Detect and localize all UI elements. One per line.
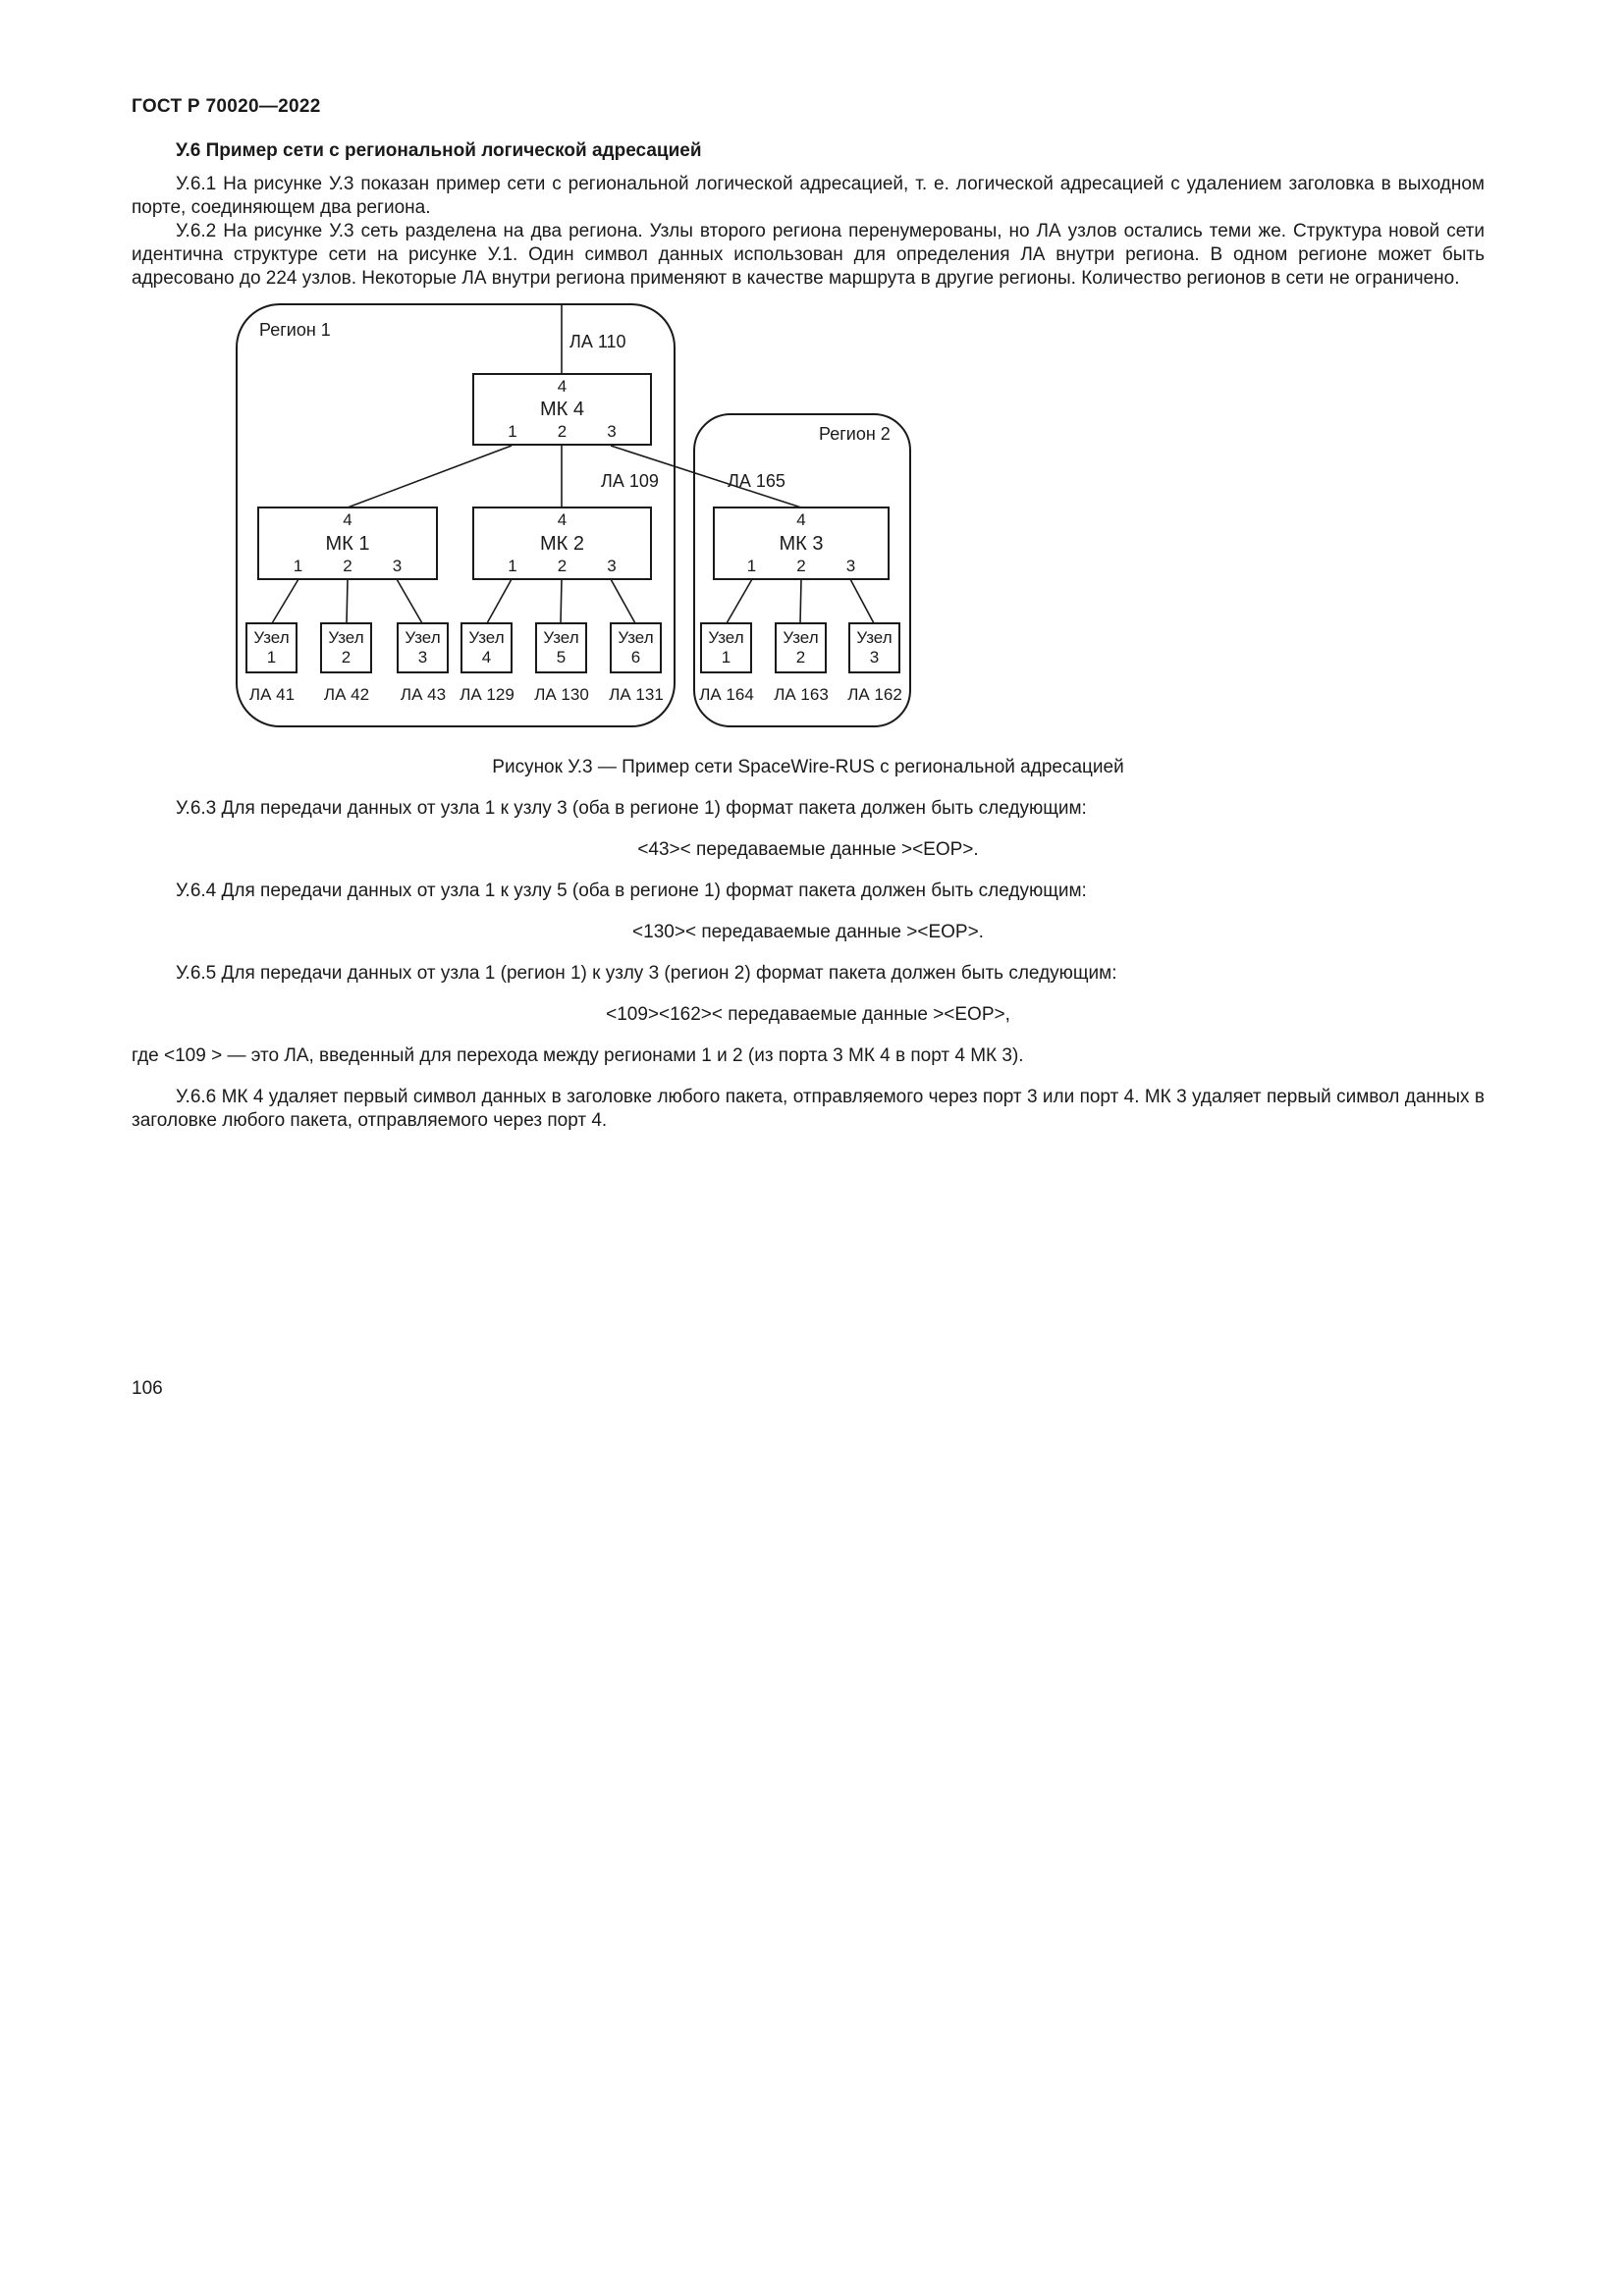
port-label: 2	[557, 422, 568, 441]
node-box-r2-2	[775, 622, 827, 673]
switch-mk2-top-port: 4	[557, 510, 568, 529]
node-number: 1	[266, 648, 277, 667]
node-box-r2-1	[700, 622, 752, 673]
paragraph-u65-note: где <109 > — это ЛА, введенный для перехода между регионами 1 и 2 (из порта 3 МК 4 в порт 4 МК 3).	[132, 1045, 1024, 1066]
switch-mk1-top-port: 4	[343, 510, 352, 529]
switch-mk1-ports	[259, 558, 436, 575]
figure-caption: Рисунок У.3 — Пример сети SpaceWire-RUS с региональной адресацией	[492, 757, 1124, 777]
port-label: 3	[845, 557, 856, 575]
port-label: 1	[508, 422, 517, 441]
node-box-r2-3	[848, 622, 900, 673]
port-label: 3	[607, 557, 617, 575]
node-number: 3	[417, 648, 428, 667]
port-label: 1	[746, 557, 757, 575]
node-number: 2	[795, 648, 806, 667]
switch-mk1	[257, 507, 438, 580]
switch-mk1-name: МК 1	[325, 532, 370, 555]
node-la-label: ЛА 42	[323, 685, 370, 704]
switch-mk3	[713, 507, 890, 580]
paragraph-u65: У.6.5 Для передачи данных от узла 1 (регион 1) к узлу 3 (регион 2) формат пакета должен быть следующим:	[176, 963, 1117, 984]
switch-mk4-ports	[474, 423, 650, 441]
paragraph-u63: У.6.3 Для передачи данных от узла 1 к узлу 3 (оба в регионе 1) формат пакета должен быть следующим:	[176, 798, 1087, 819]
port-label: 1	[508, 557, 517, 575]
node-box-1	[245, 622, 298, 673]
packet-format-u63: <43>< передаваемые данные ><EOP>.	[637, 839, 979, 860]
node-number: 6	[630, 648, 641, 667]
port-label: 3	[392, 557, 403, 575]
port-label: 2	[796, 557, 806, 575]
node-label: Узел	[856, 628, 893, 647]
node-la-label: ЛА 163	[774, 685, 829, 704]
paragraph-u62: У.6.2 На рисунке У.3 сеть разделена на два региона. Узлы второго региона перенумерованы, но ЛА узлов остались теми же. Структура новой сети идентична структуре сети на рисунке У.1. Один символ данных использован для определения ЛА внутри региона. В одном регионе может быть адресовано до 224 узлов. Некоторые ЛА внутри региона применяют в качестве маршрута в другие регионы. Количество регионов в сети не ограничено.	[132, 221, 1485, 289]
paragraph-u64: У.6.4 Для передачи данных от узла 1 к узлу 5 (оба в регионе 1) формат пакета должен быть следующим:	[176, 881, 1087, 901]
document-code-header: ГОСТ Р 70020—2022	[132, 96, 321, 117]
la-109-label: ЛА 109	[601, 471, 659, 491]
node-label: Узел	[253, 628, 290, 647]
switch-mk4	[472, 373, 652, 446]
node-label: Узел	[543, 628, 579, 647]
node-number: 4	[481, 648, 492, 667]
node-la-label: ЛА 130	[534, 685, 589, 704]
node-la-label: ЛА 129	[460, 685, 514, 704]
la-110-label: ЛА 110	[569, 332, 626, 351]
node-box-3	[397, 622, 449, 673]
node-label: Узел	[783, 628, 819, 647]
network-diagram	[132, 298, 1485, 730]
paragraph-u66: У.6.6 МК 4 удаляет первый символ данных в заголовке любого пакета, отправляемого через порт 3 или порт 4. МК 3 удаляет первый символ данных в заголовке любого пакета, отправляемого через порт 4.	[132, 1087, 1485, 1131]
node-la-label: ЛА 41	[248, 685, 296, 704]
port-label: 2	[557, 557, 568, 575]
node-label: Узел	[618, 628, 654, 647]
switch-mk2-ports	[474, 558, 650, 575]
node-label: Узел	[708, 628, 744, 647]
switch-mk3-top-port: 4	[796, 510, 806, 529]
switch-mk4-name: МК 4	[540, 399, 584, 420]
node-la-label: ЛА 131	[609, 685, 664, 704]
port-label: 2	[343, 557, 352, 575]
la-165-label: ЛА 165	[728, 471, 785, 491]
node-number: 5	[556, 648, 567, 667]
paragraph-u61: У.6.1 На рисунке У.3 показан пример сети с региональной логической адресацией, т. е. логической адресацией с удалением заголовка в выходном порте, соединяющем два региона.	[132, 174, 1485, 218]
node-number: 3	[869, 648, 880, 667]
port-label: 3	[607, 422, 617, 441]
region-2-label: Регион 2	[819, 424, 891, 444]
switch-mk2	[472, 507, 652, 580]
node-number: 1	[721, 648, 731, 667]
node-la-label: ЛА 164	[699, 685, 754, 704]
node-box-6	[610, 622, 662, 673]
node-la-label: ЛА 162	[847, 685, 902, 704]
node-number: 2	[341, 648, 352, 667]
section-heading: У.6 Пример сети с региональной логической адресацией	[176, 140, 702, 161]
node-box-4	[460, 622, 513, 673]
packet-format-u65: <109><162>< передаваемые данные ><EOP>,	[606, 1004, 1010, 1025]
node-box-2	[320, 622, 372, 673]
region-1-label: Регион 1	[259, 320, 331, 340]
node-label: Узел	[468, 628, 505, 647]
page-content	[132, 139, 1485, 1133]
port-label: 1	[293, 557, 303, 575]
node-label: Узел	[328, 628, 364, 647]
page-number: 106	[132, 1378, 163, 1399]
node-label: Узел	[405, 628, 441, 647]
switch-mk2-name: МК 2	[540, 532, 584, 555]
node-la-label: ЛА 43	[400, 685, 447, 704]
switch-mk3-name: МК 3	[779, 532, 824, 555]
node-box-5	[535, 622, 587, 673]
packet-format-u64: <130>< передаваемые данные ><EOP>.	[632, 922, 984, 942]
switch-mk3-ports	[715, 558, 888, 575]
switch-mk4-top-port: 4	[557, 377, 568, 396]
